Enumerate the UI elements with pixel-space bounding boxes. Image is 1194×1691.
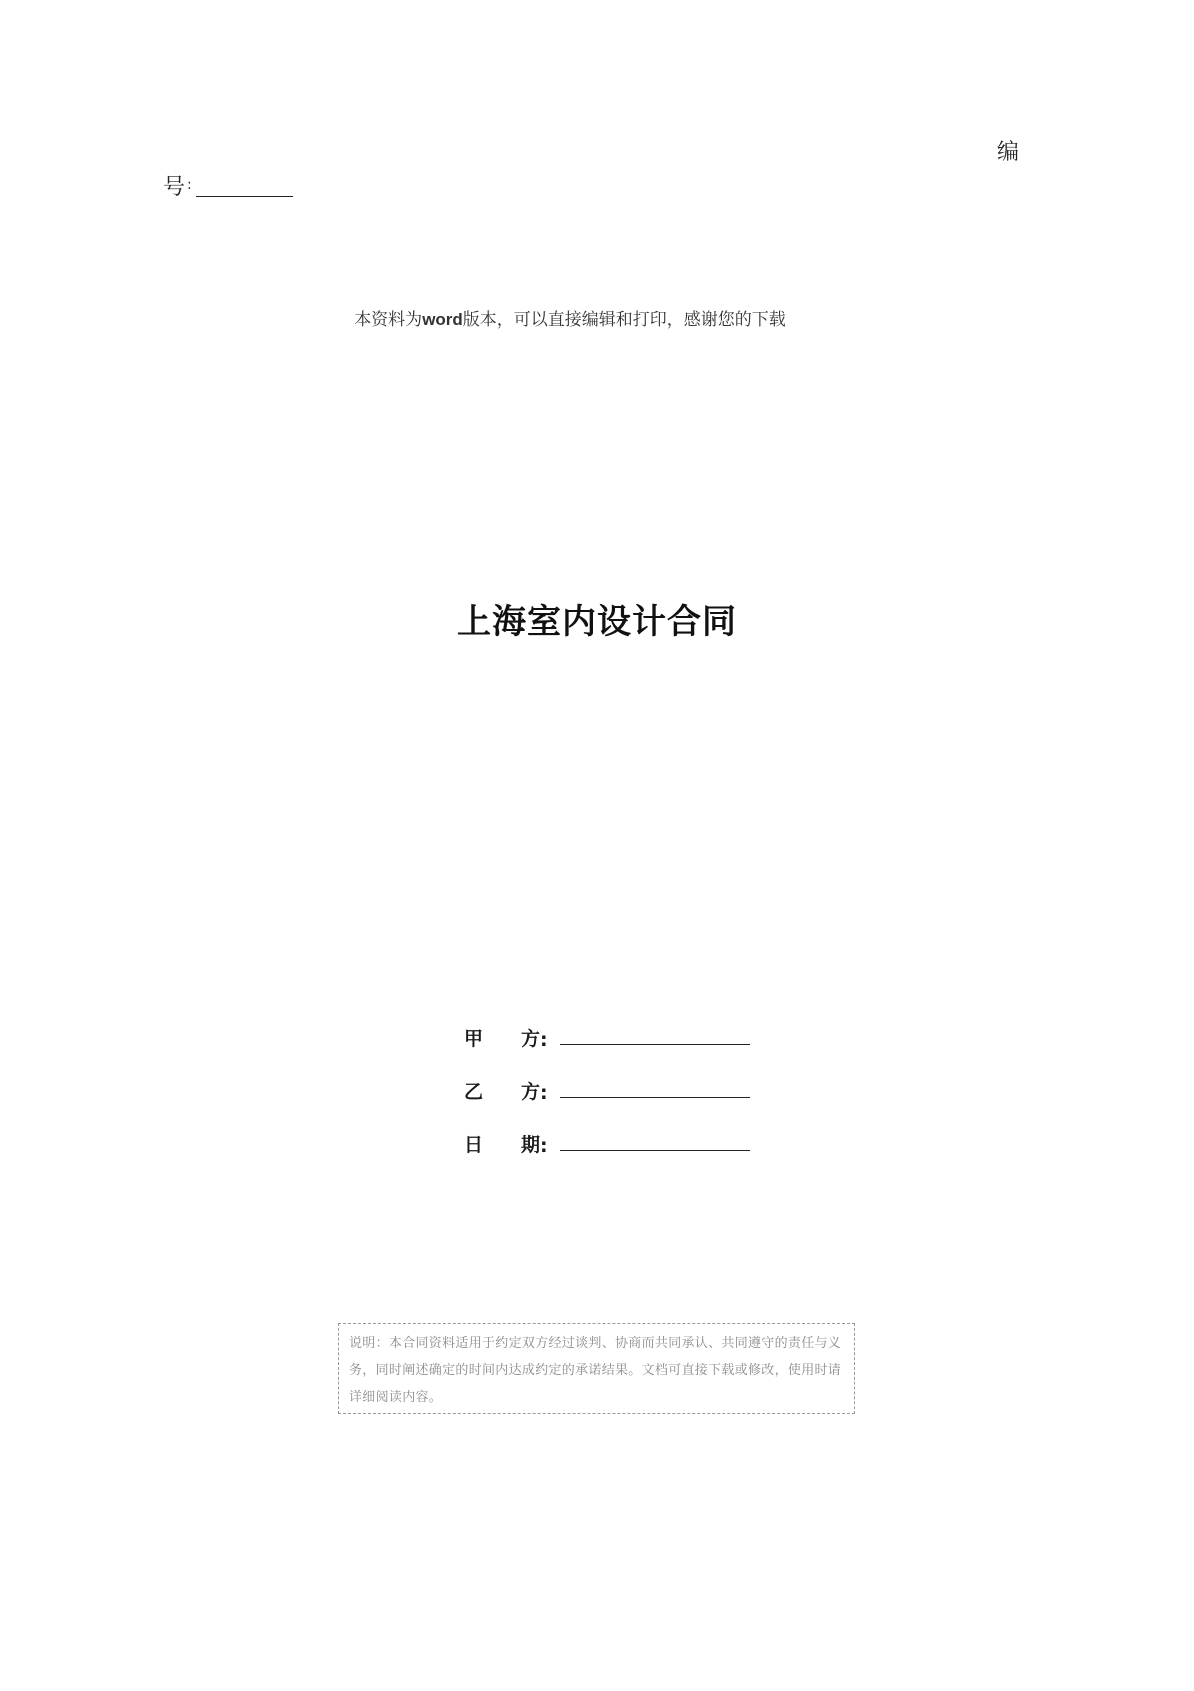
field-label-char: 甲 bbox=[464, 1028, 484, 1050]
field-label bbox=[464, 1024, 540, 1051]
download-note-word: word bbox=[422, 310, 463, 329]
serial-number-colon: : bbox=[187, 177, 192, 193]
serial-number-label-part1: 编 bbox=[997, 140, 1020, 165]
field-party-a bbox=[464, 998, 750, 1051]
field-label-char: 方 bbox=[520, 1081, 540, 1103]
field-label bbox=[464, 1077, 540, 1104]
download-note-suffix: 版本，可以直接编辑和打印，感谢您的下载 bbox=[462, 310, 786, 330]
date-blank[interactable] bbox=[560, 1132, 750, 1151]
serial-number-blank[interactable] bbox=[196, 176, 293, 197]
field-colon: : bbox=[540, 1029, 548, 1051]
document-title: 上海室内设计合同 bbox=[457, 602, 737, 642]
signature-fields bbox=[464, 998, 750, 1157]
field-label-char: 方 bbox=[520, 1028, 540, 1050]
download-note bbox=[0, 309, 1140, 331]
field-label-char: 乙 bbox=[464, 1081, 484, 1103]
party-a-blank[interactable] bbox=[560, 1026, 750, 1045]
field-label-char: 日 bbox=[464, 1134, 484, 1156]
field-colon: : bbox=[540, 1135, 548, 1157]
serial-number-line bbox=[163, 172, 293, 201]
serial-number-label-part2: 号 bbox=[163, 175, 186, 200]
download-note-prefix: 本资料为 bbox=[354, 310, 423, 330]
field-colon: : bbox=[540, 1082, 548, 1104]
party-b-blank[interactable] bbox=[560, 1079, 750, 1098]
field-party-b bbox=[464, 1051, 750, 1104]
field-label-char: 期 bbox=[520, 1134, 540, 1156]
description-box: 说明：本合同资料适用于约定双方经过谈判、协商而共同承认、共同遵守的责任与义务，同时阐述确定的时间内达成约定的承诺结果。文档可直接下载或修改，使用时请详细阅读内容。 bbox=[338, 1323, 855, 1414]
field-date bbox=[464, 1104, 750, 1157]
field-label bbox=[464, 1130, 540, 1157]
